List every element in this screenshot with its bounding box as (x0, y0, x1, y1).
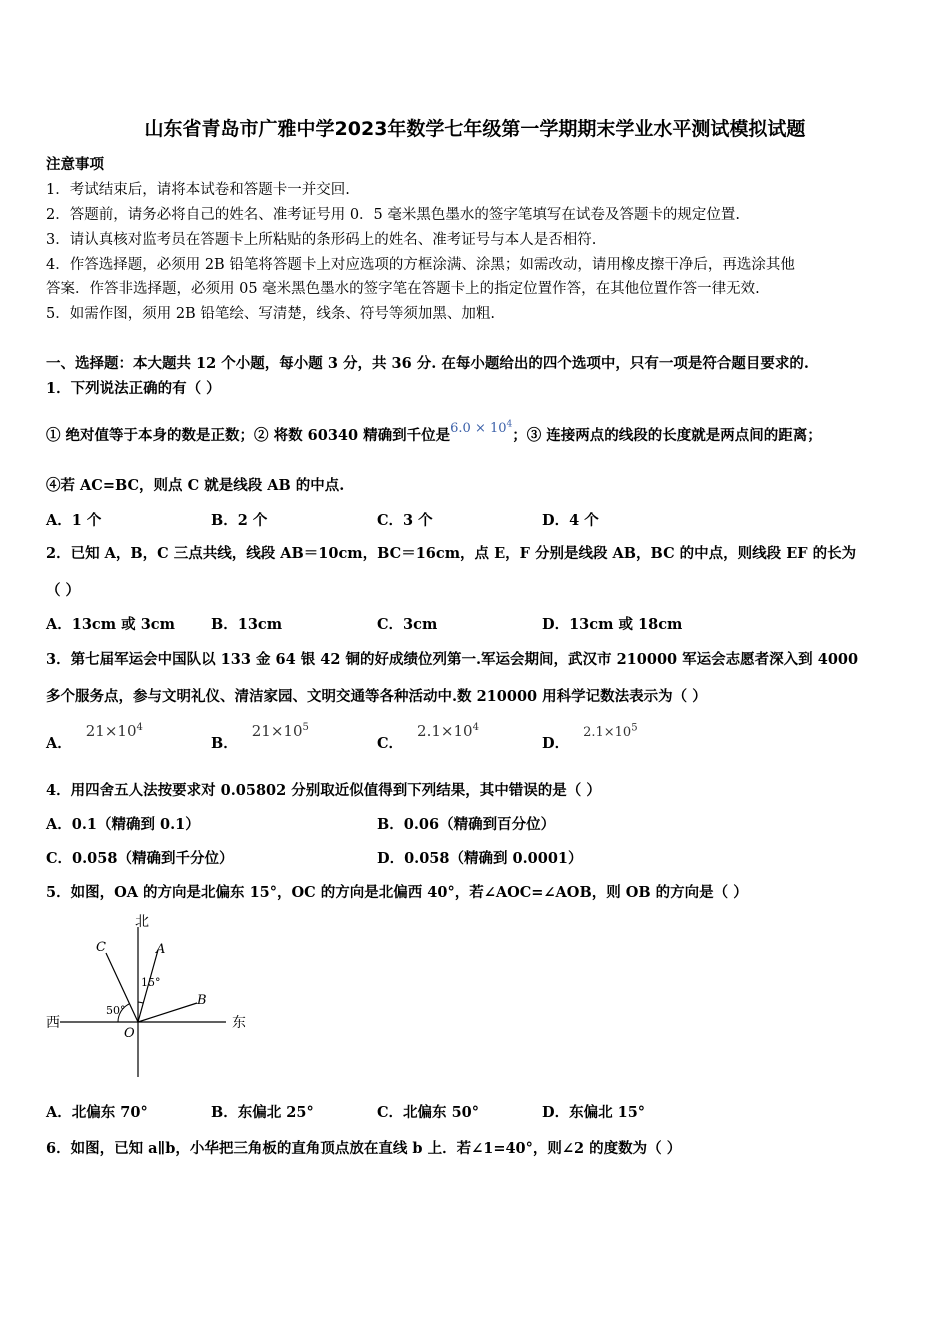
q3-option-b-value (252, 722, 309, 740)
q2-stem-cont: （ ） (46, 582, 81, 599)
q5-option-b: B．东偏北 25° (211, 1104, 314, 1121)
q2-option-d: D．13cm 或 18cm (542, 616, 683, 633)
q3-option-a-value (86, 722, 143, 740)
q5-option-d: D．东偏北 15° (542, 1104, 646, 1121)
sci-base: 21×10 (85, 722, 137, 740)
q5-option-a: A．北偏东 70° (46, 1104, 148, 1121)
sci-base: 2.1×10 (417, 722, 473, 740)
q3-stem: 3．第七届军运会中国队以 133 金 64 银 42 铜的好成绩位列第一.军运会期间，武汉市 210000 军运会志愿者深入到 4000 (46, 651, 859, 668)
q4-option-d: D．0.058（精确到 0.0001） (377, 850, 583, 867)
page-title: 山东省青岛市广雅中学2023年数学七年级第一学期期末学业水平测试模拟试题 (144, 118, 806, 140)
compass-figure (40, 905, 270, 1085)
sci-exp: 4 (472, 722, 479, 733)
q1-sci-base: 6.0 × 10 (450, 421, 507, 436)
point-a-label: A (156, 942, 166, 957)
q1-statement-part1: ① 绝对值等于本身的数是正数；② 将数 60340 精确到千位是 (46, 427, 451, 444)
q1-option-d: D．4 个 (542, 512, 599, 529)
east-label: 东 (232, 1015, 246, 1031)
option-label: D． (542, 735, 570, 752)
option-label: A． (46, 735, 72, 752)
q1-option-b: B．2 个 (211, 512, 268, 529)
q5-stem: 5．如图，OA 的方向是北偏东 15°，OC 的方向是北偏西 40°，若∠AOC=∠AOB，则 OB 的方向是（ ） (46, 884, 748, 901)
west-label: 西 (46, 1015, 60, 1031)
q4-option-c: C．0.058（精确到千分位） (46, 850, 234, 867)
q1-stem: 1．下列说法正确的有（ ） (46, 380, 221, 397)
q4-option-b: B．0.06（精确到百分位） (377, 816, 556, 833)
q1-sci-exp: 4 (506, 419, 513, 430)
angle-15-label: 15° (141, 976, 161, 989)
q2-option-b: B．13cm (211, 616, 283, 633)
q2-option-c: C．3cm (377, 616, 438, 633)
notice-item: 5．如需作图，须用 2B 铅笔绘、写清楚，线条、符号等须加黑、加粗. (46, 306, 495, 322)
angle-50-label: 50° (106, 1004, 126, 1017)
q5-option-c: C．北偏东 50° (377, 1104, 480, 1121)
q1-sci-notation (450, 421, 512, 436)
notice-heading: 注意事项 (46, 156, 104, 173)
q3-option-d-value (583, 722, 638, 740)
sci-base: 21×10 (251, 722, 303, 740)
q3-stem-cont: 多个服务点，参与文明礼仪、清洁家园、文明交通等各种活动中.数 210000 用科学记数法表示为（ ） (46, 688, 707, 705)
q1-option-c: C．3 个 (377, 512, 433, 529)
notice-item: 2．答题前，请务必将自己的姓名、准考证号用 0．5 毫米黑色墨水的签字笔填写在试卷及答题卡的规定位置. (46, 207, 740, 223)
option-label: C． (377, 735, 404, 752)
q4-stem: 4．用四舍五人法按要求对 0.05802 分别取近似值得到下列结果，其中错误的是（ ） (46, 782, 601, 799)
section-heading: 一、选择题：本大题共 12 个小题，每小题 3 分，共 36 分. 在每小题给出的四个选项中，只有一项是符合题目要求的. (46, 355, 809, 372)
q3-option-d (542, 722, 638, 753)
sci-exp: 5 (631, 722, 638, 734)
ray-ob (138, 1003, 197, 1022)
q4-option-a: A．0.1（精确到 0.1） (46, 816, 200, 833)
notice-item: 1．考试结束后，请将本试卷和答题卡一并交回. (46, 182, 350, 198)
notice-item: 4．作答选择题，必须用 2B 铅笔将答题卡上对应选项的方框涂满、涂黑；如需改动，请用橡皮擦干净后，再选涂其他 (46, 257, 795, 273)
sci-base: 2.1×10 (583, 725, 632, 740)
q2-option-a: A．13cm 或 3cm (46, 616, 175, 633)
point-o-label: O (124, 1026, 135, 1041)
notice-item: 3．请认真核对监考员在答题卡上所粘贴的条形码上的姓名、准考证号与本人是否相符. (46, 232, 597, 248)
north-label: 北 (135, 914, 149, 930)
q2-stem: 2．已知 A，B，C 三点共线，线段 AB＝10cm，BC＝16cm，点 E，F 分别是线段 AB，BC 的中点，则线段 EF 的长为 (46, 545, 857, 562)
q1-statements-line2: ④若 AC=BC，则点 C 就是线段 AB 的中点. (46, 477, 345, 494)
q1-option-a: A．1 个 (46, 512, 102, 529)
sci-exp: 5 (302, 722, 309, 733)
notice-item: 答案．作答非选择题，必须用 05 毫米黑色墨水的签字笔在答题卡上的指定位置作答，在其他位置作答一律无效. (46, 281, 760, 297)
point-c-label: C (96, 940, 106, 955)
sci-exp: 4 (136, 722, 143, 733)
q6-stem: 6．如图，已知 a∥b，小华把三角板的直角顶点放在直线 b 上．若∠1=40°，则∠2 的度数为（ ） (46, 1140, 682, 1157)
point-b-label: B (197, 993, 207, 1008)
q1-statements-line1 (46, 419, 822, 445)
option-label: B． (211, 735, 238, 752)
q1-statement-part2: ；③ 连接两点的线段的长度就是两点间的距离； (512, 427, 822, 444)
angle-arc-a (138, 1002, 143, 1003)
q3-option-c-value (417, 722, 479, 740)
